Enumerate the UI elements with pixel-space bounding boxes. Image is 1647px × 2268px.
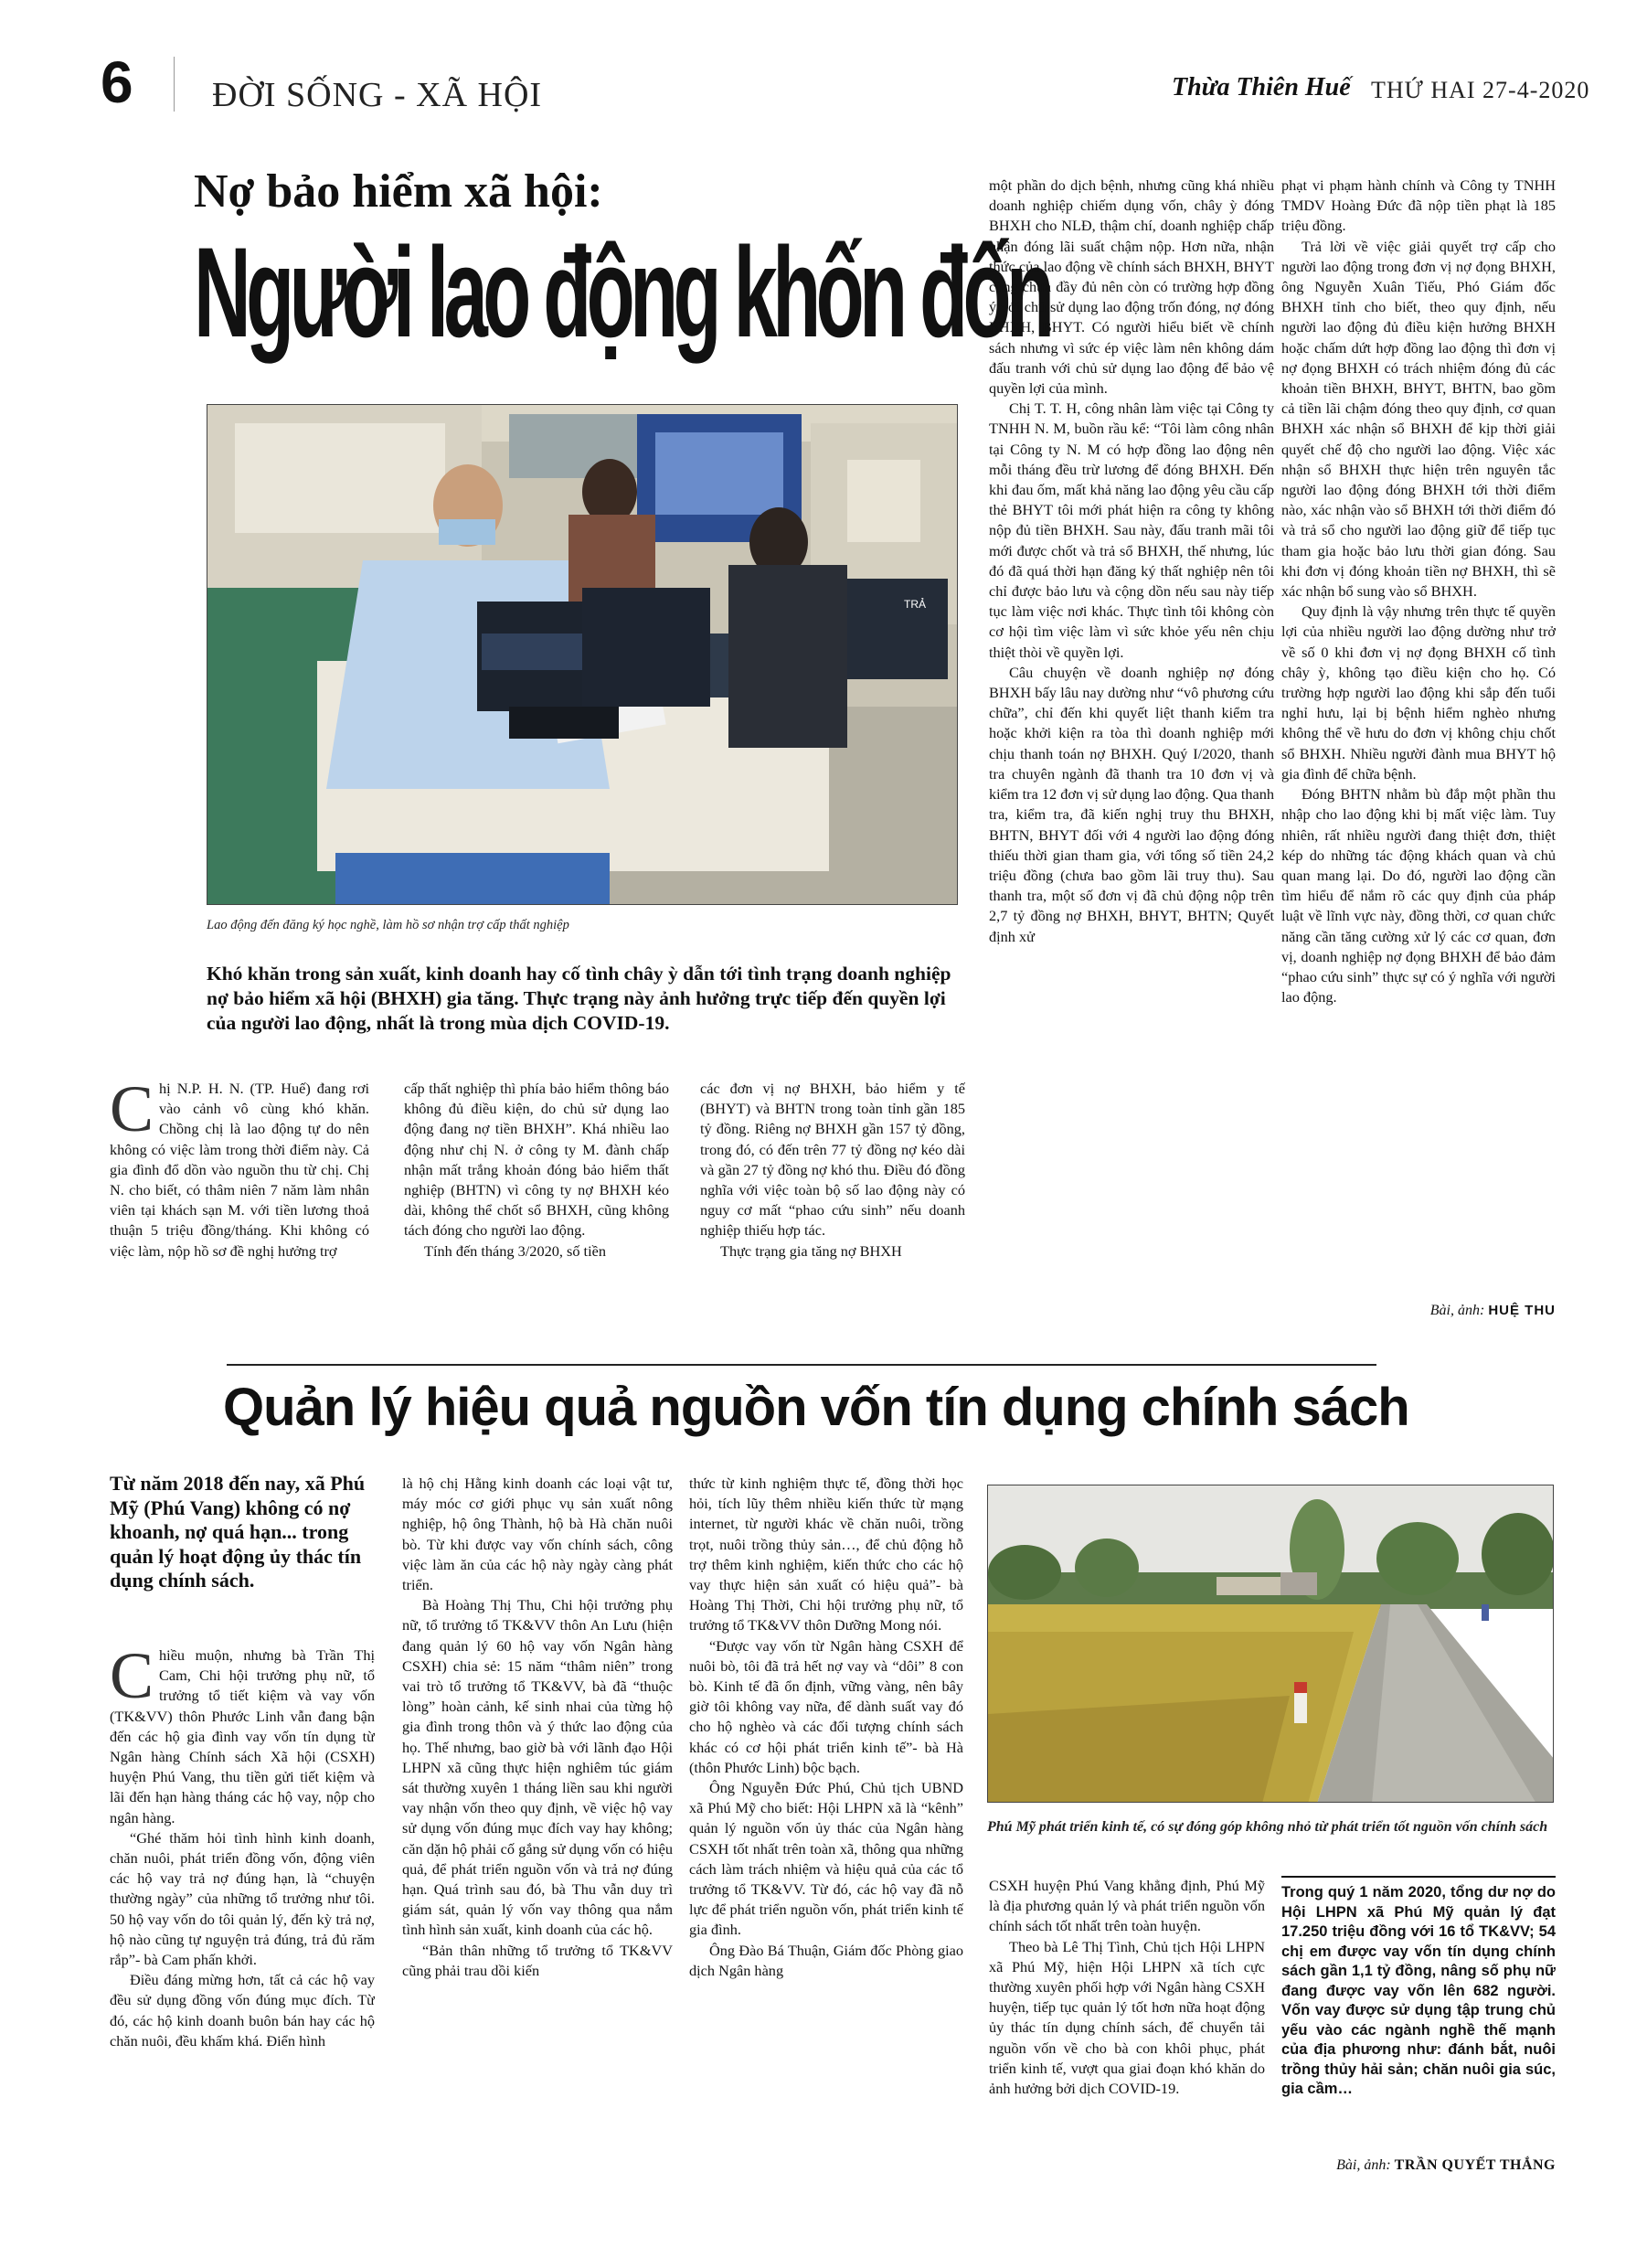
article1-paragraph: các đơn vị nợ BHXH, bảo hiểm y tế (BHYT) và BHTN trong toàn tỉnh gần 185 tỷ đồng. Riêng nợ BHXH gần 157 tỷ đồng, trong đó, có đến trên 77 tỷ đồng nợ kéo dài và gần 27 tỷ đồng nợ khó thu. Điều đó đồng nghĩa với việc toàn bộ số lao động này có nguy cơ mất “phao cứu sinh” nếu doanh nghiệp thiếu hợp tác. (700, 1080, 965, 1240)
byline-prefix: Bài, ảnh: (1429, 1303, 1485, 1318)
article2-column-1 (110, 1645, 375, 2185)
article2-paragraph: “Ghé thăm hỏi tình hình kinh doanh, chăn nuôi, phát triển đồng vốn, động viên các hộ vay trả nợ đúng hạn, là “chuyện thường ngày” của những tổ trưởng như tôi. 50 hộ vay vốn do tôi quản lý, đến kỳ trả nợ, hộ nào cũng tự nguyện trả đúng, trả đủ răm rắp”- bà Cam phấn khởi. (110, 1828, 375, 1969)
section-name: ĐỜI SỐNG - XÃ HỘI (212, 76, 543, 114)
article1-column-4 (989, 176, 1274, 1318)
article1-paragraph: Đóng BHTN nhằm bù đắp một phần thu nhập cho lao động khi bị mất việc làm. Tuy nhiên, rất nhiều người đang thiệt đơn, thiệt kép do những tác động khách quan và chủ quan mang lại. Do đó, người lao động cần tìm hiểu để nắm rõ các quy định của pháp luật về lĩnh vực này, đồng thời, cơ quan chức năng cần tăng cường xử lý các cơ quan, đơn vị, doanh nghiệp nợ đọng BHXH để bảo đảm “phao cứu sinh” thực sự có ý nghĩa với người lao động. (1281, 785, 1556, 1006)
article1-column-5 (1281, 176, 1556, 1309)
article1-paragraph: cấp thất nghiệp thì phía bảo hiểm thông báo không đủ điều kiện, do chủ sử dụng lao động đang nợ tiền BHXH”. Khá nhiều lao động như chị N. ở công ty M. đành chấp nhận mất trắng khoản đóng bảo hiểm thất nghiệp (BHTN) vì công ty nợ BHXH kéo dài, không thể chốt sổ BHXH, cũng không tách đóng cho người lao động. (404, 1080, 669, 1240)
byline-prefix: Bài, ảnh: (1336, 2157, 1391, 2173)
article1-paragraph: phạt vi phạm hành chính và Công ty TNHH TMDV Hoàng Đức đã nộp tiền phạt là 185 triệu đồng. (1281, 176, 1556, 235)
issue-date: THỨ HAI 27-4-2020 (1371, 77, 1590, 103)
article2-paragraph: Ông Đào Bá Thuận, Giám đốc Phòng giao dịch Ngân hàng (689, 1941, 963, 1979)
article2-paragraph: thức từ kinh nghiệm thực tế, đồng thời học hỏi, tích lũy thêm nhiều kiến thức từ mạng internet, từ người khác về chăn nuôi, trồng trọt, nuôi trồng thủy sản…, để chủ động hỗ trợ thêm kinh nghiệm, kiến thức cho các hộ vay thực hiện sản xuất có hiệu quả”- bà Hoàng Thị Thời, Chi hội trưởng phụ nữ, tổ trưởng tổ TK&VV thôn Dưỡng Mong nói. (689, 1475, 963, 1634)
article2-lead: Từ năm 2018 đến nay, xã Phú Mỹ (Phú Vang) không có nợ khoanh, nợ quá hạn... trong quản lý hoạt động ủy thác tín dụng chính sách. (110, 1472, 366, 1592)
article2-paragraph: Bà Hoàng Thị Thu, Chi hội trưởng phụ nữ, tổ trưởng tổ TK&VV thôn An Lưu (hiện đang quản lý 60 hộ vay vốn Ngân hàng CSXH) chia sẻ: 15 năm “thâm niên” trong vai trò tổ trưởng tổ TK&VV, bà đã “thuộc lòng” hoàn cảnh, kế sinh nhai của từng hộ gia đình trong thôn và ý thức lao động của họ. Thế nhưng, bao giờ bà với lãnh đạo Hội LHPN xã cũng thực hiện nghiêm túc giám sát thường xuyên 1 tháng liền sau khi người vay nhận vốn theo quy định, về việc hộ vay sử dụng vốn đúng mục đích vay hay không; căn dặn hộ phải cố gắng sử dụng vốn có hiệu quả, để phát triển nguồn vốn và trả nợ đúng hạn. Quá trình sau đó, bà Thu vẫn duy trì giám sát, quản lý vốn vay thông qua nắm tình hình sản xuất, kinh doanh của các hộ. (402, 1596, 673, 1939)
photo-screen-label: TRẢ (904, 598, 926, 611)
article1-paragraph: Quy định là vậy nhưng trên thực tế quyền lợi của nhiều người lao động dường như trở về số 0 khi đơn vị nợ đọng BHXH cố tình chây ỳ, không tạo điều kiện cho họ. Có trường hợp người lao động khi sắp đến tuổi nghỉ hưu, lại bị bệnh hiểm nghèo nhưng không thể về hưu do đơn vị không chịu chốt sổ BHXH. Nhiều người đành mua BHYT hộ gia đình để chữa bệnh. (1281, 602, 1556, 783)
article1-paragraph: Thực trạng gia tăng nợ BHXH (720, 1241, 902, 1260)
article1-paragraph: Câu chuyện về doanh nghiệp nợ đóng BHXH bấy lâu nay dường như “vô phương cứu chữa”, chỉ đến khi quyết liệt thanh kiểm tra hoặc khởi kiện ra tòa thì doanh nghiệp mới chịu thanh toán nợ BHXH. Quý I/2020, thanh tra chuyên ngành đã thanh tra 10 đơn vị và kiểm tra 12 đơn vị sử dụng lao động. Qua thanh tra, kiểm tra, đã kiến nghị truy thu BHXH, BHTN, BHYT đối với 4 người lao động đóng thiếu thời gian tham gia, với tổng số tiền 24,2 triệu đồng (chưa bao gồm lãi truy thu). Sau thanh tra, một số đơn vị đã chủ động nộp trên 2,7 tỷ đồng nợ BHXH, BHYT, BHTN; Quyết định xử (989, 663, 1274, 945)
article1-dropcap: C (110, 1079, 154, 1145)
article2-paragraph: hiều muộn, nhưng bà Trần Thị Cam, Chi hội trưởng phụ nữ, tổ trưởng tổ tiết kiệm và vay vốn (TK&VV) thôn Phước Linh vẫn đang bận đến các hộ gia đình vay vốn tín dụng từ Ngân hàng Chính sách Xã hội (CSXH) huyện Phú Vang, thu tiền gửi tiết kiệm và lãi đến hạn hàng tháng các hộ vay, nộp cho ngân hàng. (110, 1646, 375, 1826)
article1-byline (1281, 1303, 1556, 1319)
article2-column-3 (689, 1474, 963, 2177)
article1-paragraph: một phần do dịch bệnh, nhưng cũng khá nhiều doanh nghiệp chiếm dụng vốn, chây ỳ đóng BHXH cho NLĐ, thậm chí, doanh nghiệp chấp nhận đóng lãi suất chậm nộp. Hơn nữa, nhận thức của lao động về chính sách BHXH, BHYT cũng chưa đầy đủ nên còn có trường hợp đồng ý với chủ sử dụng lao động trốn đóng, nợ đóng BHXH, BHYT. Có người hiểu biết về chính sách nhưng vì sức ép việc làm nên không dám đấu tranh với chủ sử dụng lao động để bảo vệ quyền lợi của mình. (989, 176, 1274, 398)
header-divider (174, 57, 175, 112)
article2-dropcap: C (110, 1645, 154, 1712)
article1-lead: Khó khăn trong sản xuất, kinh doanh hay cố tình chây ỳ dẫn tới tình trạng doanh nghiệp nợ bảo hiểm xã hội (BHXH) gia tăng. Thực trạng này ảnh hưởng trực tiếp đến quyền lợi của người lao động, nhất là trong mùa dịch COVID-19. (207, 963, 951, 1034)
article2-headline: Quản lý hiệu quả nguồn vốn tín dụng chính sách (223, 1378, 1409, 1437)
page-number: 6 (101, 49, 133, 115)
article1-paragraph: Trả lời về việc giải quyết trợ cấp cho người lao động trong đơn vị nợ đọng BHXH, ông Nguyễn Xuân Tiếu, Phó Giám đốc BHXH tỉnh cho biết, theo quy định, nếu người lao động đủ điều kiện hưởng BHXH hoặc chấm dứt hợp đồng lao động thì đơn vị nợ đọng BHXH có trách nhiệm đóng đủ các khoản tiền BHXH, BHYT, BHTN, bao gồm cả tiền lãi chậm đóng theo quy định, cơ quan BHXH xác nhận sổ BHXH để kịp thời giải quyết chế độ cho người lao động. Việc xác nhận sổ BHXH thực hiện trên nguyên tắc người lao động đóng BHXH tới thời điểm nào, xác nhận vào sổ BHXH tới thời điểm đó và trả sổ cho người lao động giữ để tiếp tục tham gia hoặc bảo lưu thời gian đóng. Sau khi đơn vị đóng khoản tiền nợ BHXH, thì sẽ xác nhận bổ sung vào sổ BHXH. (1281, 237, 1556, 601)
article1-column-2 (404, 1079, 669, 1318)
article1-paragraph: Chị T. T. H, công nhân làm việc tại Công ty TNHH N. M, buồn rầu kể: “Tôi làm công nhân tại Công ty N. M có hợp đồng lao động nên mỗi tháng đều trừ lương để đóng BHXH. Đến khi đau ốm, mất khả năng lao động yêu cầu cấp thẻ BHYT tôi mới phát hiện ra công ty không nộp đủ tiền BHXH. Sau này, đấu tranh mãi tôi mới được chốt và trả sổ BHXH, thế nhưng, lúc đó đã quá thời hạn đăng ký thất nghiệp nên tôi chỉ được bảo lưu và cộng dồn nếu sau này tiếp tục làm việc nơi khác. Thực tình tôi không còn cơ hội tìm việc làm vì sức khỏe yếu nên chịu thiệt thòi về quyền lợi. (989, 399, 1274, 661)
article2-column-4 (989, 1876, 1265, 2177)
article1-paragraph: Tính đến tháng 3/2020, số tiền (424, 1241, 606, 1260)
article2-sidebar-box: Trong quý 1 năm 2020, tổng dư nợ do Hội LHPN xã Phú Mỹ quản lý đạt 17.250 triệu đồng với 16 tổ TK&VV; 54 chị em được vay vốn tín dụng chính sách gần 1,1 tỷ đồng, nâng số phụ nữ đang được vay vốn lên 682 người. Vốn vay được sử dụng tập trung chủ yếu vào các ngành nghề thế mạnh của địa phương như: đánh bắt, nuôi trồng thủy hải sản; chăn nuôi gia súc, gia cầm… (1281, 1884, 1556, 2097)
article1-headline: Người lao động khốn đốn (194, 220, 1050, 364)
article2-byline (1281, 2157, 1556, 2174)
article2-column-2 (402, 1474, 673, 2177)
article1-paragraph: hị N.P. H. N. (TP. Huế) đang rơi vào cảnh vô cùng khó khăn. Chồng chị là lao động tự do nên không có việc làm trong thời điểm này. Cả gia đình đổ dồn vào nguồn thu từ chị. Chị N. cho biết, có thâm niên 7 năm làm nhân viên tại khách sạn M. với tiền lương thoả thuận 5 triệu đồng/tháng. Khi không có việc làm, nộp hồ sơ đề nghị hưởng trợ (110, 1080, 369, 1260)
article2-photo-caption: Phú Mỹ phát triển kinh tế, có sự đóng góp không nhỏ từ phát triển tốt nguồn vốn chính sách (987, 1819, 1548, 1835)
article2-paragraph: là hộ chị Hằng kinh doanh các loại vật tư, máy móc cơ giới phục vụ sản xuất nông nghiệp, hộ ông Thành, hộ bà Hà chăn nuôi bò. Từ khi được vay vốn chính sách, công việc làm ăn của các hộ này ngày càng phát triển. (402, 1475, 673, 1594)
article2-paragraph: Ông Nguyễn Đức Phú, Chủ tịch UBND xã Phú Mỹ cho biết: Hội LHPN xã là “kênh” quản lý nguồn vốn ủy thác của Ngân hàng CSXH tốt nhất trên toàn xã, thông qua những cách làm trách nhiệm và hiệu quả của các tổ trưởng tổ TK&VV. Từ đó, các hộ vay đã nỗ lực để phát triển nguồn vốn, phát triển kinh tế gia đình. (689, 1779, 963, 1939)
article1-kicker: Nợ bảo hiểm xã hội: (194, 165, 603, 218)
article1-column-3 (700, 1079, 965, 1318)
article-divider (227, 1364, 1376, 1366)
article2-paragraph: “Được vay vốn từ Ngân hàng CSXH để nuôi bò, tôi đã trả hết nợ vay và “dôi” 8 con bò. Kinh tế đã ổn định, vững vàng, nên bây giờ tôi không vay nữa, để dành suất vay đó cho hộ nghèo và các đối tượng chính sách khác có cơ hội phát triển kinh tế”- bà Hà (thôn Phước Linh) bộc bạch. (689, 1636, 963, 1776)
article2-paragraph: CSXH huyện Phú Vang khẳng định, Phú Mỹ là địa phương quản lý và phát triển nguồn vốn chính sách tốt nhất trên toàn huyện. (989, 1877, 1265, 1935)
article2-photo (987, 1485, 1554, 1803)
article1-photo (207, 404, 958, 905)
newspaper-name: Thừa Thiên Huế (1172, 73, 1351, 101)
article1-photo-caption: Lao động đến đăng ký học nghề, làm hồ sơ nhận trợ cấp thất nghiệp (207, 918, 569, 932)
sidebar-rule (1281, 1876, 1556, 1878)
byline-author: TRẦN QUYẾT THẮNG (1394, 2157, 1556, 2173)
article2-paragraph: “Bản thân những tổ trưởng tổ TK&VV cũng phải trau dồi kiến (402, 1941, 673, 1979)
article1-column-1 (110, 1079, 369, 1318)
article2-paragraph: Điều đáng mừng hơn, tất cả các hộ vay đều sử dụng đồng vốn đúng mục đích. Từ đó, các hộ kinh doanh buôn bán hay các hộ chăn nuôi, đều khấm khá. Điển hình (110, 1971, 375, 2050)
article2-paragraph: Theo bà Lê Thị Tình, Chủ tịch Hội LHPN xã Phú Mỹ, hiện Hội LHPN xã tích cực thường xuyên phối hợp với Ngân hàng CSXH huyện, tiếp tục quản lý tốt hơn nữa hoạt động ủy thác tín dụng chính sách, để chuyển tải nguồn vốn về cho bà con khôi phục, phát triển kinh tế, vượt qua giai đoạn khó khăn do ảnh hưởng bởi dịch COVID-19. (989, 1937, 1265, 2098)
byline-author: HUỆ THU (1488, 1303, 1556, 1318)
